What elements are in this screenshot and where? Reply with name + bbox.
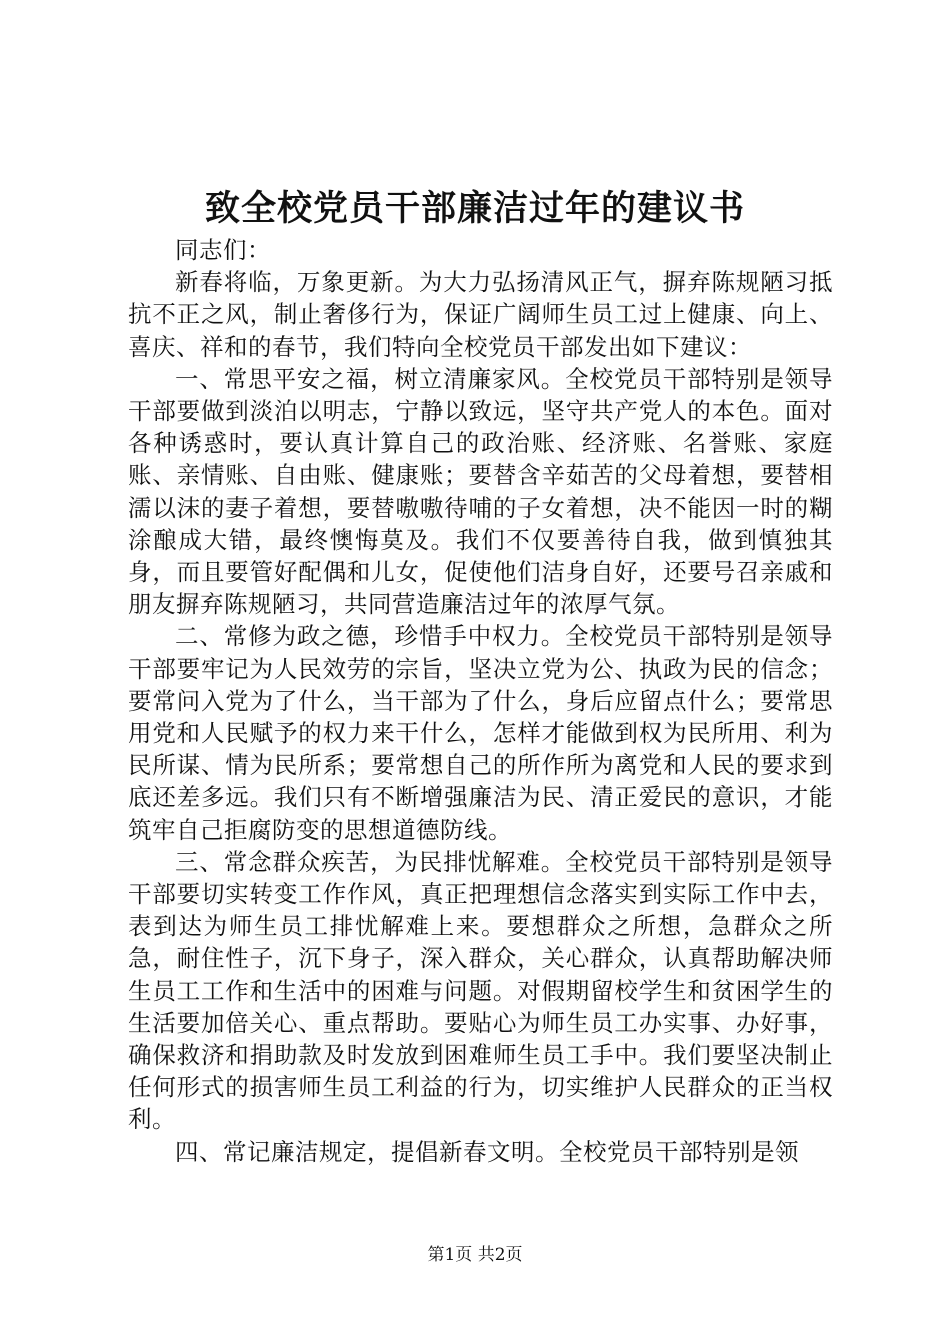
document-title: 致全校党员干部廉洁过年的建议书 — [204, 188, 745, 229]
document-body — [128, 234, 833, 1168]
salutation: 同志们： — [175, 236, 271, 264]
page-number-footer: 第1页 共2页 — [427, 1245, 523, 1265]
paragraph-section-1: 一、常思平安之福，树立清廉家风。全校党员干部特别是领导干部要做到淡泊以明志，宁静以致远，坚守共产党人的本色。面对各种诱惑时，要认真计算自己的政治账、经济账、名誉账、家庭账、亲情账、自由账、健康账；要替含辛茹苦的父母着想，要替相濡以沫的妻子着想，要替嗷嗷待哺的子女着想，决不能因一时的糊涂酿成大错，最终懊悔莫及。我们不仅要善待自我，做到慎独其身，而且要管好配偶和儿女，促使他们洁身自好，还要号召亲戚和朋友摒弃陈规陋习，共同营造廉洁过年的浓厚气氛。 — [128, 364, 833, 619]
paragraph-intro: 新春将临，万象更新。为大力弘扬清风正气，摒弃陈规陋习抵抗不正之风，制止奢侈行为，保证广阔师生员工过上健康、向上、喜庆、祥和的春节，我们特向全校党员干部发出如下建议： — [128, 268, 833, 361]
paragraph-section-2: 二、常修为政之德，珍惜手中权力。全校党员干部特别是领导干部要牢记为人民效劳的宗旨，坚决立党为公、执政为民的信念；要常问入党为了什么，当干部为了什么，身后应留点什么；要常思用党和人民赋予的权力来干什么，怎样才能做到权为民所用、利为民所谋、情为民所系；要常想自己的所作所为离党和人民的要求到底还差多远。我们只有不断增强廉洁为民、清正爱民的意识，才能筑牢自己拒腐防变的思想道德防线。 — [128, 622, 833, 844]
paragraph-section-3: 三、常念群众疾苦，为民排忧解难。全校党员干部特别是领导干部要切实转变工作作风，真正把理想信念落实到实际工作中去，表到达为师生员工排忧解难上来。要想群众之所想，急群众之所急，耐住性子，沉下身子，深入群众，关心群众，认真帮助解决师生员工工作和生活中的困难与问题。对假期留校学生和贫困学生的生活要加倍关心、重点帮助。要贴心为师生员工办实事、办好事，确保救济和捐助款及时发放到困难师生员工手中。我们要坚决制止任何形式的损害师生员工利益的行为，切实维护人民群众的正当权利。 — [128, 847, 833, 1134]
paragraph-section-4: 四、常记廉洁规定，提倡新春文明。全校党员干部特别是领 — [175, 1137, 799, 1166]
